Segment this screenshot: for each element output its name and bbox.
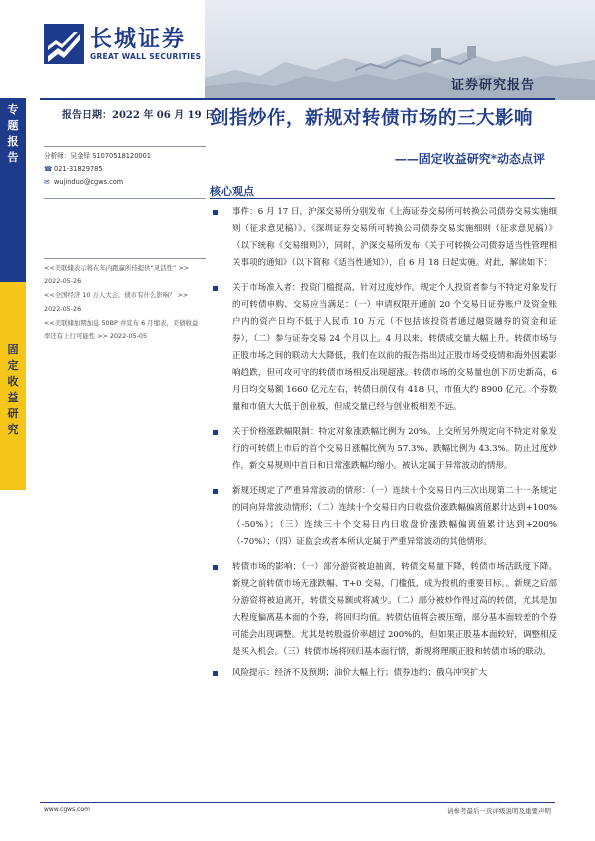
analyst-email[interactable]: wujinduo@cgws.com (54, 178, 124, 186)
bullet-market-impact: 转债市场的影响：（一）部分游资被迫抽离，转债交易量下降，转债市场活跃度下降。新规之前转债市场无涨跌幅、T+0 交易，门槛低，成为投机的重要目标。。新规之后部分游资将被迫离开，转债交易额或将减少。（二）部分被炒作得过高的转债，尤其是加大程度偏离基本面的个券，将回归均值。转债估值将会被压缩，部分基本面较差的个券可能会出现调整。尤其是转股溢价率超过 200%的，但如果正股基本面较好，调整相反是买入机会。（三）转债市场将回归基本面行情，新规将理顺正股和转债市场的联动。 (212, 559, 557, 661)
footer-divider (40, 802, 555, 803)
great-wall-illustration (205, 40, 595, 100)
report-type-label: 证券研究报告 (450, 78, 535, 93)
left-sidebar-yellow-band (0, 282, 26, 490)
footer-disclaimer-note: 请参考最后一页评级说明及重要声明 (447, 807, 551, 815)
report-title: 剑指炒作，新规对转债市场的三大影响 (210, 108, 534, 129)
header-divider (40, 98, 555, 100)
logo-chinese-name: 长城证券 (90, 26, 187, 52)
analyst-name: 分析师：吴金铎 S1070518120001 (44, 152, 151, 160)
analyst-top-divider (44, 146, 206, 147)
email-icon: ✉ (44, 178, 50, 186)
bullet-abnormal-volatility: 新规还规定了严重异常波动的情形：（一）连续十个交易日内三次出现第二十一条规定的同向异常波动情形；（二）连续十个交易日内日收盘价涨跌幅偏离值累计达到+100%（-50%）；（三）连续三十个交易日内日收盘价涨跌幅偏离值累计达到+200%（-70%）；（四）证监会或者本所认定属于严重异常波动的其他情形。 (212, 483, 557, 551)
bullet-risk-warning: 风险提示：经济不及预期；油价大幅上行；债券违约；俄乌冲突扩大 (212, 665, 557, 682)
analyst-email-row (44, 176, 202, 189)
related-report-item[interactable]: <<全国经济 10 万人大会，债市有什么影响？ >> 2022-05-26 (44, 291, 189, 313)
related-report-item[interactable]: <<美联储加期加息 50BP 并宣布 6 月缩表，美债收益率还有上行可能性 >> 2022-05-05 (44, 318, 199, 341)
related-report-item[interactable]: <<美联储表示将在年内跑赢所侍提供“灵活性” >> 2022-05-26 (44, 264, 190, 286)
sidebar-top-text: 专 题 报 告 (7, 103, 19, 164)
footer-website-link[interactable]: www.cgws.com (44, 806, 90, 813)
report-header (0, 0, 595, 100)
core-viewpoints-heading: 核心观点 (210, 185, 254, 198)
analyst-bottom-divider (44, 198, 206, 199)
related-reports-list (44, 262, 204, 344)
logo-english-name: GREAT WALL SECURITIES (90, 51, 202, 61)
company-logo (44, 24, 201, 64)
related-top-divider (44, 258, 206, 259)
bullet-price-limit: 关于价格涨跌幅限制：特定对象涨跌幅比例为 20%。上交所另外规定向不特定对象发行的可转债上市后的首个交易日涨幅比例为 57.3%、跌幅比例为 43.3%。防止过度炒作，新交易规则中首日和日常涨跌幅均缩小。被认定属于异常波动的情形。 (212, 424, 557, 475)
great-wall-logo-icon (44, 24, 84, 64)
header-banner-image (205, 0, 595, 100)
report-date: 报告日期：2022 年 06 月 19 日 (62, 110, 216, 121)
analyst-info (44, 150, 202, 189)
bullet-event: 事件：6 月 17 日，沪深交易所分别发布《上海证券交易所可转换公司债券交易实施细则（征求意见稿）》、《深圳证券交易所可转换公司债券交易实施细则（征求意见稿）》（以下统称《交易细则》），同时，沪深交易所发布《关于可转换公司债券适当性管理相关事项的通知》（以下简称《适当性通知》），自 6 月 18 日起实施。对此，解读如下： (212, 204, 557, 272)
sidebar-top-label (0, 98, 26, 166)
core-heading-underline (210, 198, 555, 199)
phone-icon: ☎ (44, 165, 53, 173)
analyst-phone: 021-31829785 (54, 165, 103, 173)
analyst-phone-row (44, 163, 202, 176)
core-viewpoints-list (212, 204, 557, 682)
sidebar-bottom-label: 固 定 收 益 研 究 (7, 343, 19, 436)
bullet-market-access: 关于市场准入者：投资门槛提高，针对过度炒作。规定个人投资者参与不特定对象发行的可转债申购、交易应当满足：（一）申请权限开通前 20 个交易日证券账户及资金账户内的资产日均不低于人民币 10 万元（不包括该投资者通过融资融券的资金和证券），（二）参与证券交易 24 个月以上。4 月以来，转债成交量大幅上升。转债市场与正股市场之间的联动大大降低，我们在以前的报告指出过正股市场受疫情和海外因素影响趋跌，但可攻可守的转债市场相反出现超涨。转债市场的交易量也创下历史新高，6 月日均交易额 1660 亿元左右，转债日前仅有 418 只，市值大约 8900 亿元。个券数量和市值大大低于创业板，但成交量已经与创业板相差不远。 (212, 280, 557, 416)
report-subtitle: ——固定收益研究*动态点评 (394, 152, 545, 166)
